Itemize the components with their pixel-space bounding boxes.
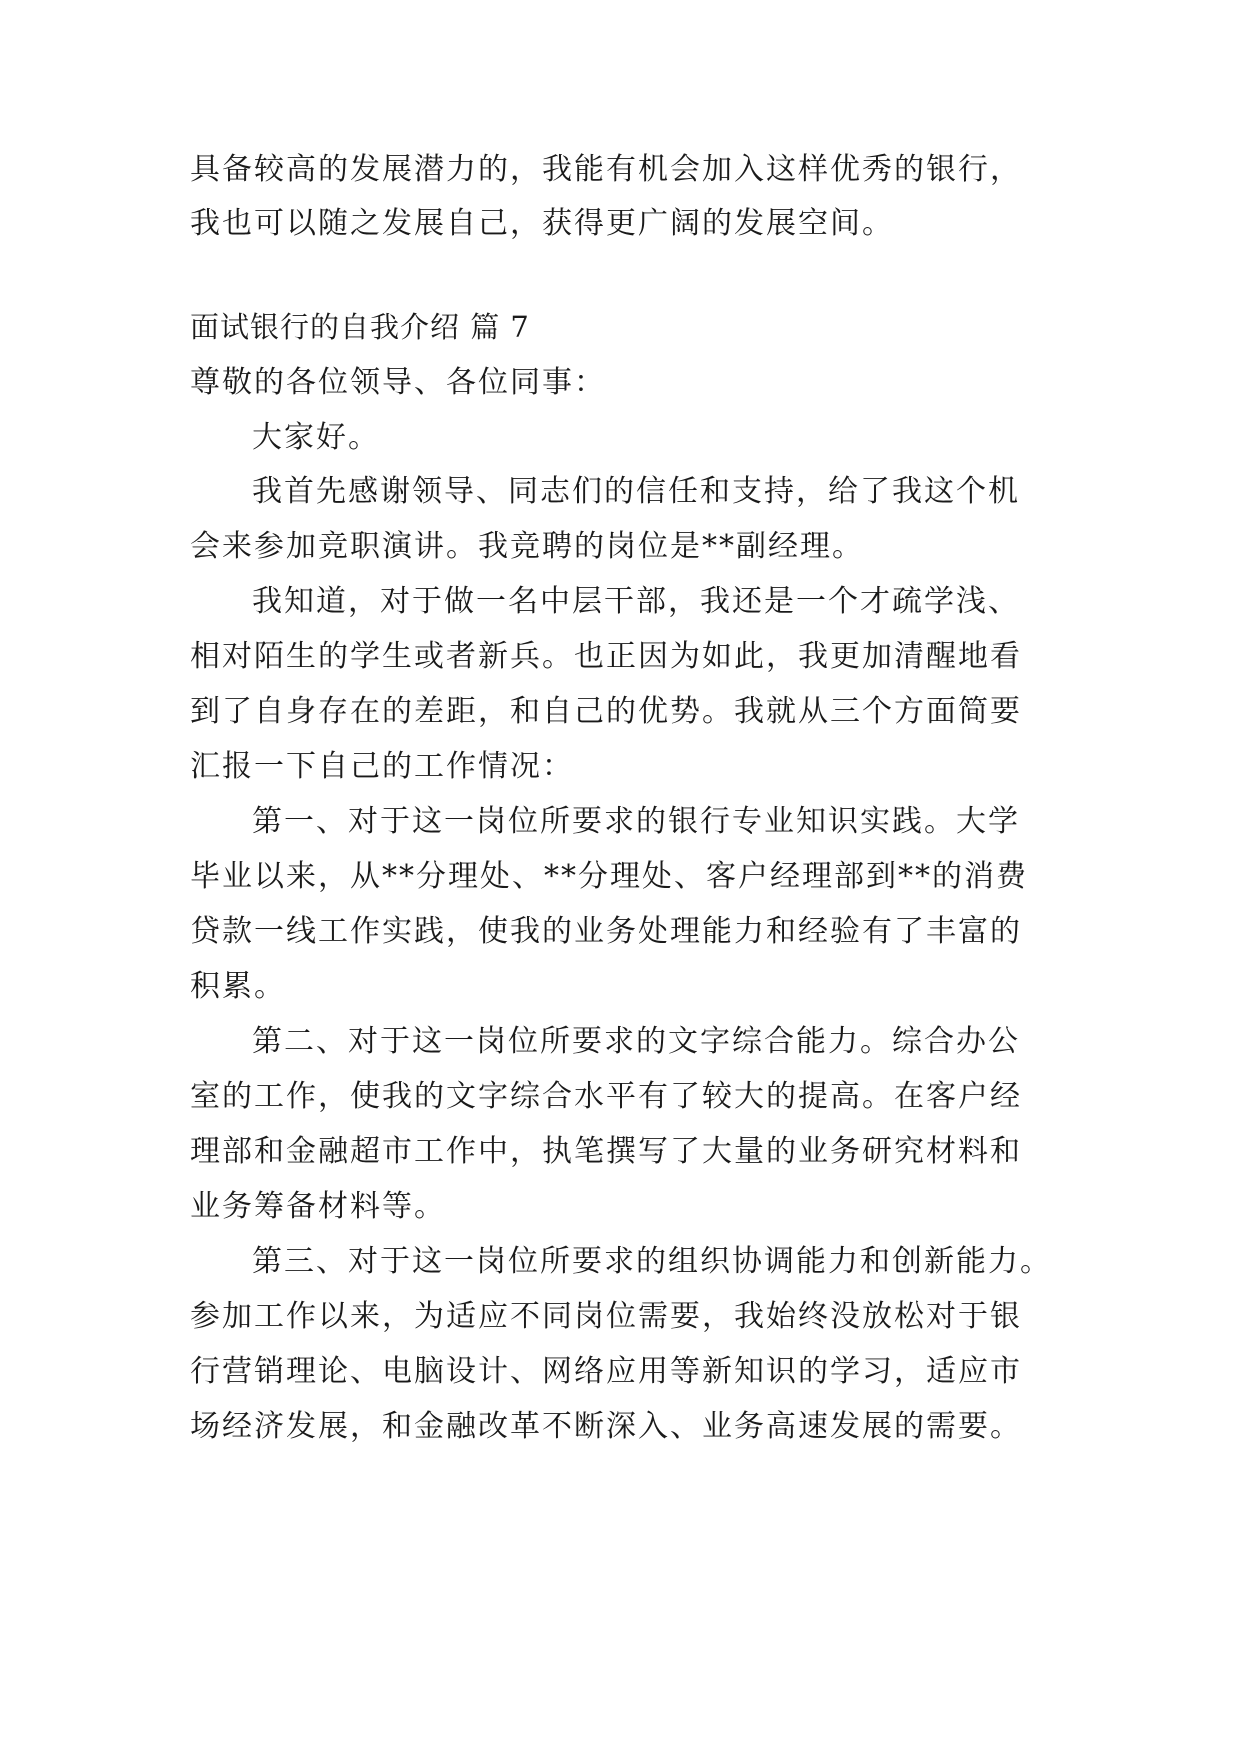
paragraph-line: 第三、对于这一岗位所要求的组织协调能力和创新能力。: [252, 1244, 1052, 1279]
paragraph-line: 场经济发展，和金融改革不断深入、业务高速发展的需要。: [190, 1409, 1022, 1444]
paragraph-line: 贷款一线工作实践，使我的业务处理能力和经验有了丰富的: [190, 914, 1022, 949]
paragraph-line: 汇报一下自己的工作情况：: [190, 749, 574, 784]
paragraph-line: 我也可以随之发展自己，获得更广阔的发展空间。: [190, 206, 894, 241]
paragraph-line: 我首先感谢领导、同志们的信任和支持，给了我这个机: [252, 474, 1020, 509]
section-title: 面试银行的自我介绍 篇 7: [190, 310, 530, 344]
paragraph-line: 到了自身存在的差距，和自己的优势。我就从三个方面简要: [190, 694, 1022, 729]
paragraph-line: 会来参加竞职演讲。我竞聘的岗位是**副经理。: [190, 529, 864, 564]
paragraph-line: 具备较高的发展潜力的，我能有机会加入这样优秀的银行，: [190, 152, 1022, 187]
paragraph-line: 第一、对于这一岗位所要求的银行专业知识实践。大学: [252, 804, 1020, 839]
greeting: 大家好。: [252, 420, 380, 455]
paragraph-line: 我知道，对于做一名中层干部，我还是一个才疏学浅、: [252, 584, 1020, 619]
salutation: 尊敬的各位领导、各位同事：: [190, 365, 606, 400]
paragraph-line: 第二、对于这一岗位所要求的文字综合能力。综合办公: [252, 1024, 1020, 1059]
paragraph-line: 相对陌生的学生或者新兵。也正因为如此，我更加清醒地看: [190, 639, 1022, 674]
paragraph-line: 行营销理论、电脑设计、网络应用等新知识的学习，适应市: [190, 1354, 1022, 1389]
paragraph-line: 毕业以来，从**分理处、**分理处、客户经理部到**的消费: [190, 859, 1028, 894]
paragraph-line: 积累。: [190, 969, 286, 1004]
paragraph-line: 业务筹备材料等。: [190, 1189, 446, 1224]
paragraph-line: 室的工作，使我的文字综合水平有了较大的提高。在客户经: [190, 1079, 1022, 1114]
paragraph-line: 理部和金融超市工作中，执笔撰写了大量的业务研究材料和: [190, 1134, 1022, 1169]
paragraph-line: 参加工作以来，为适应不同岗位需要，我始终没放松对于银: [190, 1299, 1022, 1334]
